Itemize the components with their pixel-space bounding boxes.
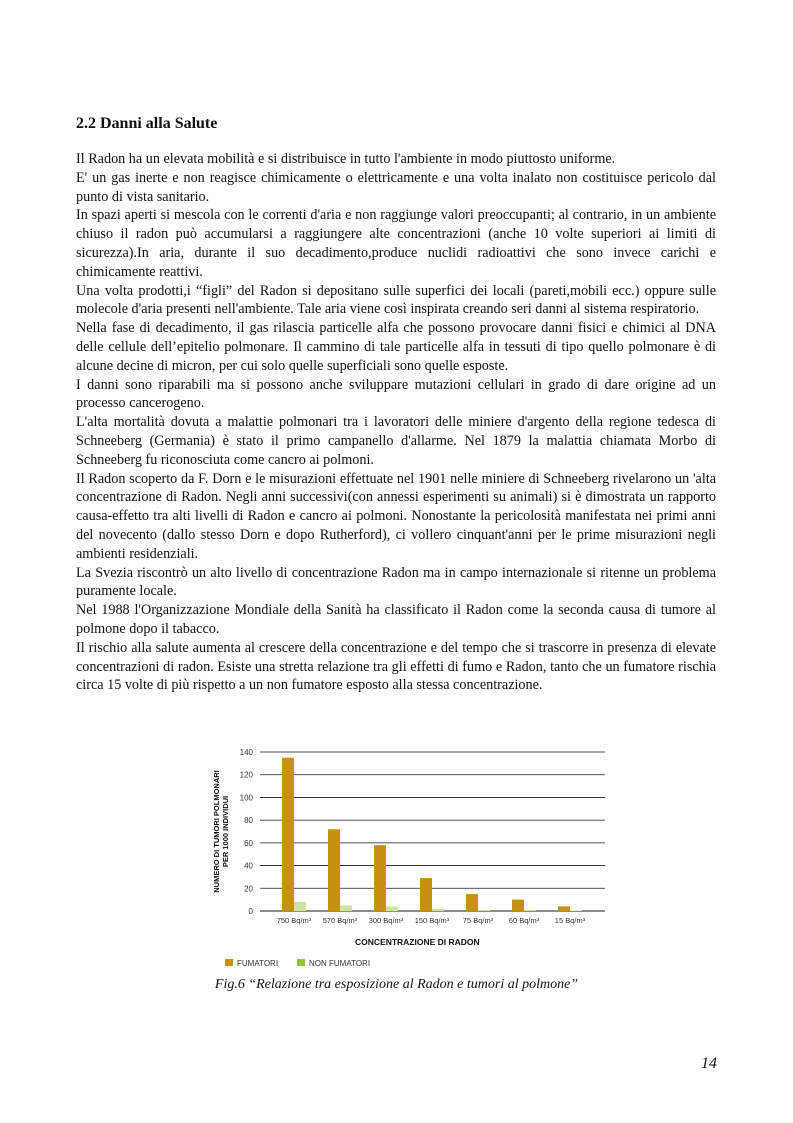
y-tick-label: 100 [239, 793, 253, 803]
y-tick-label: 60 [244, 838, 253, 848]
section-heading: 2.2 Danni alla Salute [76, 115, 218, 132]
x-tick-label: 75 Bq/m³ [462, 916, 494, 925]
y-axis-label: NUMERO DI TUMORI POLMONARIPER 1000 INDIVIDUI [212, 770, 230, 893]
paragraph: Il Radon scoperto da F. Dorn e le misurazioni effettuate nel 1901 nelle miniere di Schneeberg rivelarono un 'alta concentrazione di Radon. Negli anni successivi(con annessi esperimenti su animali) si è dimostrata un rapporto causa-effetto tra alti livelli di Radon e cancro ai polmoni. Nonostante la pericolosità manifestata nei primi anni del novecento (dallo stesso Dorn e dopo Rutherford), ci vollero cinquant'anni per le prime misurazioni negli ambienti residenziali. [76, 470, 716, 562]
x-tick-label: 150 Bq/m³ [414, 916, 450, 925]
bar-non-fumatori [570, 910, 582, 911]
bar-fumatori [282, 758, 294, 911]
paragraph: Il Radon ha un elevata mobilità e si distribuisce in tutto l'ambiente in modo piuttosto uniforme. [76, 151, 616, 167]
y-tick-label: 0 [248, 907, 253, 916]
y-tick-label: 20 [244, 884, 253, 894]
bar-fumatori [512, 900, 524, 911]
bar-non-fumatori [294, 902, 306, 911]
y-tick-label: 140 [239, 748, 253, 757]
bar-non-fumatori [478, 910, 490, 911]
body-text [76, 150, 716, 695]
paragraph: Nella fase di decadimento, il gas rilascia particelle alfa che possono provocare danni fisici e chimici al DNA delle cellule dell’epitelio polmonare. Il cammino di tale particelle alfa in tessuti di tipo quello polmonare è di alcune decine di micron, per cui solo quelle superficiali sono quelle esposte. [76, 320, 716, 374]
bar-non-fumatori [524, 910, 536, 911]
bar-fumatori [374, 845, 386, 911]
paragraph: E' un gas inerte e non reagisce chimicamente o elettricamente e una volta inalato non costituisce pericolo dal punto di vista sanitario. [76, 169, 716, 205]
page-number: 14 [701, 1055, 717, 1072]
legend-swatch [297, 959, 305, 966]
bar-fumatori [328, 829, 340, 911]
paragraph: In spazi aperti si mescola con le correnti d'aria e non raggiunge valori preoccupanti; al contrario, in un ambiente chiuso il radon può accumularsi a raggiungere alte concentrazioni (anche 10 volte superiori ai limiti di sicurezza).In aria, durante il suo decadimento,produce nuclidi radioattivi che sono invece carichi e chimicamente reattivi. [76, 207, 716, 280]
paragraph: Il rischio alla salute aumenta al crescere della concentrazione e del tempo che si trascorre in presenza di elevate concentrazioni di radon. Esiste una stretta relazione tra gli effetti di fumo e Radon, tanto che un fumatore rischia circa 15 volte di più rispetto a un non fumatore esposto alla stessa concentrazione. [76, 639, 716, 694]
bar-non-fumatori [340, 905, 352, 911]
x-axis-label: CONCENTRAZIONE DI RADON [355, 937, 480, 947]
bar-non-fumatori [386, 906, 398, 911]
x-tick-label: 750 Bq/m³ [276, 916, 312, 925]
y-tick-label: 120 [239, 770, 253, 780]
paragraph: La Svezia riscontrò un alto livello di concentrazione Radon ma in campo internazionale si ritenne un problema puramente locale. [76, 564, 716, 600]
x-tick-label: 570 Bq/m³ [322, 916, 358, 925]
paragraph: Nel 1988 l'Organizzazione Mondiale della Sanità ha classificato il Radon come la seconda causa di tumore al polmone dopo il tabacco. [76, 602, 716, 637]
figure-caption: Fig.6 “Relazione tra esposizione al Radon e tumori al polmone” [214, 977, 579, 992]
legend-label: NON FUMATORI [309, 959, 371, 968]
y-tick-label: 80 [244, 816, 253, 826]
x-tick-label: 60 Bq/m³ [508, 916, 540, 925]
paragraph: I danni sono riparabili ma si possono anche sviluppare mutazioni cellulari in grado di dare origine ad un processo cancerogeno. [76, 376, 716, 412]
legend-label: FUMATORI [237, 959, 279, 968]
x-tick-label: 15 Bq/m³ [554, 916, 586, 925]
bar-non-fumatori [432, 909, 444, 911]
bar-fumatori [466, 894, 478, 911]
bar-fumatori [558, 906, 570, 911]
paragraph: L'alta mortalità dovuta a malattie polmonari tra i lavoratori delle miniere d'argento della regione tedesca di Schneeberg (Germania) è stato il primo campanello d'allarme. Nel 1879 la malattia chiamata Morbo di Schneeberg fu riconosciuta come cancro ai polmoni. [76, 414, 716, 468]
x-tick-label: 300 Bq/m³ [368, 916, 404, 925]
bar-fumatori [420, 878, 432, 911]
bar-chart [205, 742, 615, 974]
paragraph: Una volta prodotti,i “figli” del Radon si depositano sulle superfici dei locali (pareti,mobili ecc.) oppure sulle molecole d'aria presenti nell'ambiente. Tale aria viene così inspirata creando seri danni al sistema respiratorio. [76, 282, 716, 318]
legend-swatch [225, 959, 233, 966]
y-tick-label: 40 [244, 861, 253, 871]
chart-svg [205, 742, 615, 974]
